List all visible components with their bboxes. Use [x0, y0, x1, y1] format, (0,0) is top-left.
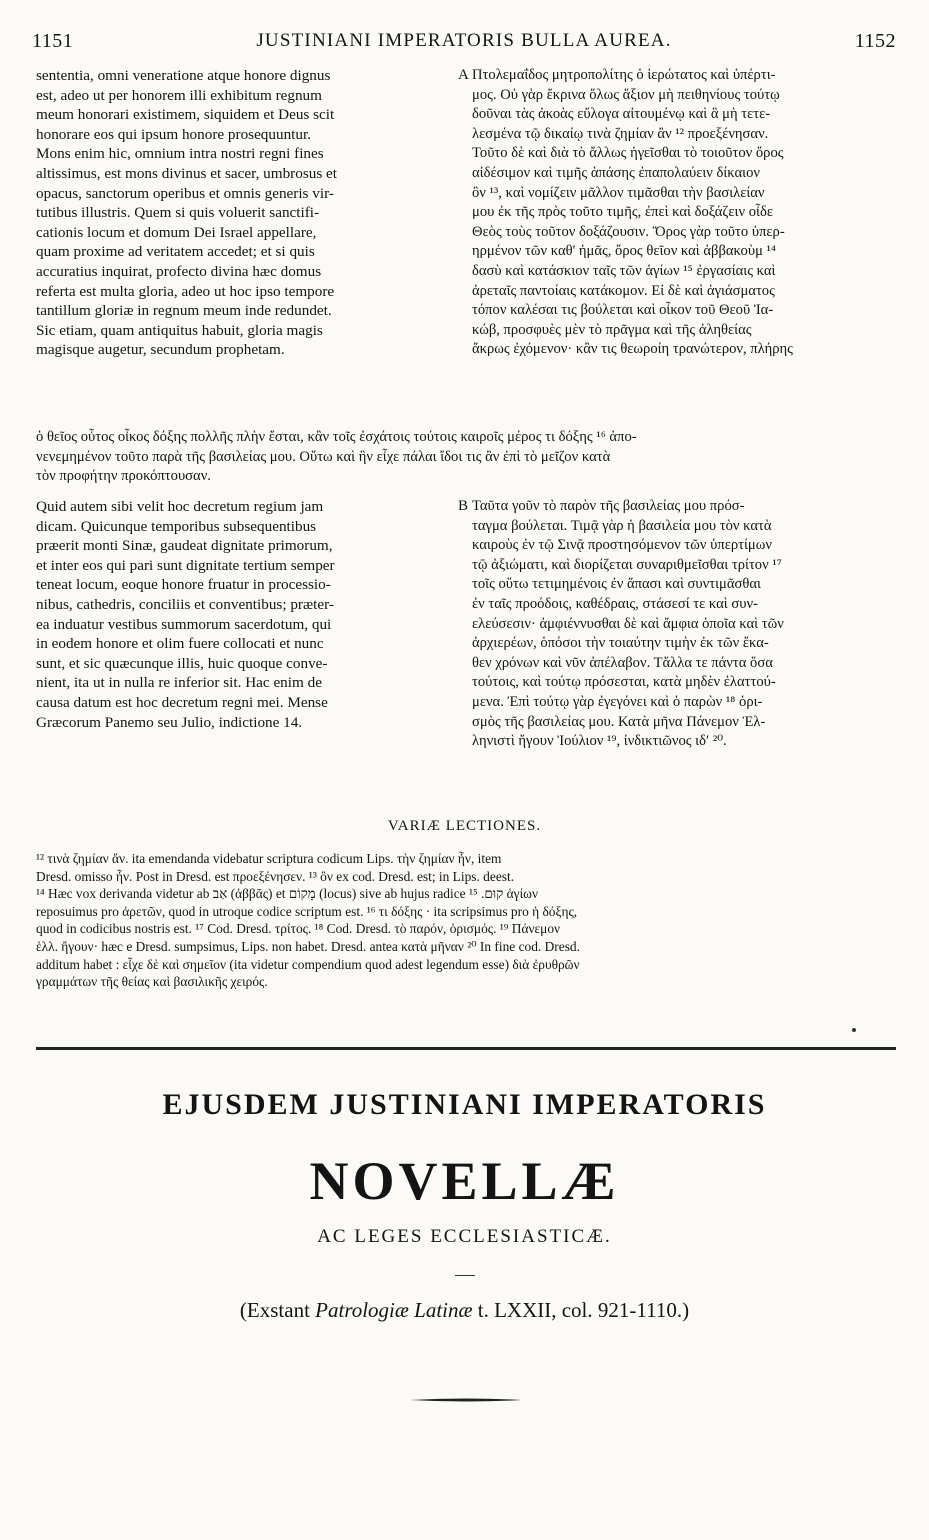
greek-column-b: [472, 497, 896, 752]
latin-line: cationis locum et domum Dei Israel appellare,: [36, 223, 317, 241]
latin-line: magisque augetur, secundum prophetam.: [36, 341, 285, 359]
greek-line: μου ἐκ τῆς πρὸς τοῦτο τιμῆς, ἐπεὶ καὶ δοξάζειν οἶδε: [472, 204, 773, 221]
section-marker-a: A: [458, 67, 469, 83]
greek-line: Τοῦτο δὲ καὶ διὰ τὸ ἄλλως ἡγεῖσθαι τὸ τοιοῦτον ὄρος: [472, 145, 784, 162]
latin-line: honorare eos qui ipsum honore prosequuntur.: [36, 125, 312, 143]
greek-line: μενα. Ἐπὶ τούτῳ γὰρ ἐγεγόνει καὶ ὁ παρὼν ¹⁸ ὁρι-: [472, 693, 763, 710]
source-citation: [0, 1298, 929, 1323]
latin-line: accuratius inquirat, profecto divina hæc domus: [36, 262, 322, 280]
latin-line: et inter eos qui pari sunt dignitate tertium semper: [36, 556, 335, 574]
stray-mark: [852, 1028, 856, 1032]
greek-line: δοῦναι τὰς ἀκοὰς εὔλογα αἰτουμένῳ καὶ ἃ μὴ τετε-: [472, 106, 771, 123]
latin-line: sunt, et sic quæcunque illis, huic quoque conve-: [36, 654, 328, 672]
greek-line: ταγμα βούλεται. Τιμᾷ γὰρ ἡ βασιλεία μου τὸν κατὰ: [472, 517, 772, 534]
greek-line: σμὸς τῆς βασιλείας μου. Κατὰ μῆνα Πάνεμον Ἑλ-: [472, 713, 766, 730]
greek-line: καιροὺς ἐν τῷ Σινᾷ προστησόμενον τῶν ὑπερτίμων: [472, 537, 772, 554]
citation-italic: Patrologiæ Latinæ: [315, 1298, 473, 1322]
latin-line: ea induatur vestibus summorum sacerdotum, qui: [36, 615, 332, 633]
citation-prefix: (Exstant: [239, 1298, 316, 1322]
note-line: ¹⁴ Hæc vox derivanda videtur ab אַב (ἀββᾶς) et מָקוֹם (locus) sive ab hujus radice קוּם. ¹⁵ ἁγίων: [36, 886, 539, 902]
section-subtitle: AC LEGES ECCLESIASTICÆ.: [317, 1226, 612, 1247]
variae-lectiones-title: VARIÆ LECTIONES.: [387, 818, 542, 834]
section-heading: EJUSDEM JUSTINIANI IMPERATORIS: [162, 1088, 767, 1121]
running-title: JUSTINIANI IMPERATORIS BULLA AUREA.: [256, 30, 672, 51]
end-ornament: [410, 1390, 522, 1394]
latin-line: nibus, cathedris, conciliis et conventibus; præter-: [36, 595, 334, 613]
section-main-title: NOVELLÆ: [309, 1151, 620, 1211]
section-marker-b: B: [458, 498, 469, 514]
greek-line: αἰδέσιμον καὶ τιμῆς ἁπάσης ἐπαπολαύειν δίκαιον: [472, 164, 760, 181]
greek-line: τόπον καλέσαι τις βούλεται καὶ οἶκον τοῦ Θεοῦ Ἰα-: [472, 302, 774, 319]
variae-lectiones-notes: [36, 850, 896, 991]
greek-line: τούτοις, καὶ τούτῳ πρόσεσται, κατὰ μηδὲν ἐλαττού-: [472, 674, 776, 691]
latin-line: causa datum est hoc decretum regni mei. Mense: [36, 693, 328, 711]
note-line: reposuimus pro ἀρετῶν, quod in utroque codice scriptum est. ¹⁶ τι δόξης · ita scripsimus pro ἡ δόξης,: [36, 903, 578, 919]
latin-line: Sic etiam, quam antiquitus habuit, gloria magis: [36, 321, 323, 339]
latin-line: tantillum gloriæ in regnum meum inde redundet.: [36, 302, 332, 320]
greek-line: ὂν ¹³, καὶ νομίζειν μᾶλλον τιμᾶσθαι τὴν βασιλείαν: [472, 184, 765, 201]
latin-column-b: [36, 497, 454, 732]
short-divider: [455, 1275, 475, 1276]
greek-line: τοῖς οὕτω τετιμημένοις ἐν ἅπασι καὶ συντιμᾶσθαι: [472, 576, 761, 593]
latin-line: meum honorari existimem, siquidem et Deus scit: [36, 106, 335, 124]
note-line: ¹² τινὰ ζημίαν ἄν. ita emendanda videbatur scriptura codicum Lips. τὴν ζημίαν ἦν, item: [36, 851, 502, 866]
greek-full-width-paragraph: [36, 428, 896, 487]
latin-line: opacus, sanctorum operibus et omnis generis vir-: [36, 184, 334, 202]
greek-line: τὸν προφήτην προκόπτουσαν.: [36, 468, 211, 485]
latin-column-a: [36, 66, 454, 360]
note-line: Dresd. omisso ἦν. Post in Dresd. est προεξένησεν. ¹³ ὂν ex cod. Dresd. est; in Lips. deest.: [36, 868, 515, 884]
note-line: additum habet : εἶχε δὲ καὶ σημεῖον (ita videtur compendium quod adest legendum esse) διὰ ἐρυθρῶν: [36, 956, 580, 972]
greek-line: ἀρχιερέων, ὁπόσοι τὴν τοιαύτην τιμὴν ἐκ τῶν ἔκα-: [472, 635, 769, 652]
latin-line: dicam. Quicunque temporibus subsequentibus: [36, 517, 317, 535]
latin-line: in eodem honore et olim fuere collocati et nunc: [36, 635, 324, 653]
greek-line: τῷ ἀξιώματι, καὶ διορίζεται συναριθμεῖσθαι τρίτον ¹⁷: [472, 556, 782, 573]
page-number-right: 1152: [854, 30, 896, 52]
section-separator-rule: [36, 1047, 896, 1051]
greek-line: νενεμημένον τοῦτο παρὰ τῆς βασιλείας μου. Οὕτω καὶ ἣν εἶχε πάλαι ἴδοι τις ἂν ἐπὶ τὸ μεῖζον κατὰ: [36, 448, 611, 465]
latin-line: referta est multa gloria, adeo ut hoc ipso tempore: [36, 282, 335, 300]
end-ornament-line: [410, 1397, 522, 1403]
greek-line: ληνιστὶ ἤγουν Ἰούλιον ¹⁹, ἰνδικτιῶνος ιδʹ ²⁰.: [472, 733, 727, 750]
citation-suffix: t. LXXII, col. 921-1110.): [472, 1298, 690, 1322]
latin-line: Græcorum Panemo seu Julio, indictione 14.: [36, 713, 303, 731]
greek-line: δασὺ καὶ κατάσκιον ταῖς τῶν ἁγίων ¹⁵ ἐργασίαις καὶ: [472, 262, 776, 279]
greek-line: ἀρεταῖς παντοίαις κατάκομον. Εἰ δὲ καὶ ἁγιάσματος: [472, 282, 775, 299]
greek-line: Πτολεμαΐδος μητροπολίτης ὁ ἱερώτατος καὶ ὑπέρτι-: [472, 67, 776, 83]
page-number-left: 1151: [32, 30, 74, 52]
latin-line: tutibus illustris. Quem si quis voluerit sanctifi-: [36, 204, 320, 222]
latin-line: Mons enim hic, omnium intra nostri regni fines: [36, 145, 324, 163]
latin-line: nient, ita ut in nulla re inferior sit. Hac enim de: [36, 674, 322, 692]
greek-line: ελεύσεσιν· ἀμφιέννυσθαι δὲ καὶ ἄμφια ὁποῖα καὶ τῶν: [472, 615, 784, 632]
separator-thick-line: [36, 1047, 896, 1050]
latin-line: quam proxime ad veritatem accedet; et si quis: [36, 243, 315, 261]
greek-column-a: [472, 66, 896, 360]
latin-line: Quid autem sibi velit hoc decretum regium jam: [36, 498, 324, 515]
latin-line: est, adeo ut per honorem illi exhibitum regnum: [36, 86, 322, 104]
greek-line: ηρμένον τῶν καθ' ἡμᾶς, ὄρος θεῖον καὶ ἀββακοὺμ ¹⁴: [472, 243, 777, 260]
greek-line: κώβ, προσφυὲς μὲν τὸ πρᾶγμα καὶ τῆς ἀληθείας: [472, 321, 752, 338]
note-line: quod in codicibus nostris est. ¹⁷ Cod. Dresd. τρίτος. ¹⁸ Cod. Dresd. τὸ παρόν, ὁρισμός. ¹⁹ Πάνεμον: [36, 921, 561, 937]
greek-line: ἐν ταῖς προόδοις, καθέδραις, στάσεσί τε καὶ συν-: [472, 595, 758, 612]
note-line: γραμμάτων τῆς θείας καὶ βασιλικῆς χειρός.: [36, 974, 268, 990]
greek-line: ὁ θεῖος οὗτος οἶκος δόξης πολλῆς πλὴν ἔσται, κἂν τοῖς ἐσχάτοις τούτοις καιροῖς μέρος τι δόξης ¹⁶ ἀπο-: [36, 429, 637, 445]
latin-line: teneat locum, eoque honore fruatur in processio-: [36, 576, 331, 594]
note-line: ἑλλ. ἤγουν· hæc e Dresd. sumpsimus, Lips. non habet. Dresd. antea κατὰ μῆναν ²⁰ In fine cod. Dresd.: [36, 938, 580, 954]
greek-line: ἄκρως ἐχόμενον· κἂν τις θεωροίη τρανώτερον, πλήρης: [472, 341, 793, 358]
greek-line: μος. Οὐ γὰρ ἔκρινα ὅλως ἄξιον μὴ πειθηνίους τούτῳ: [472, 86, 780, 103]
latin-line: altissimus, est mons divinus et sacer, umbrosus et: [36, 164, 338, 182]
greek-line: θεν χρόνων καὶ νῦν ἀπέλαβον. Τἄλλα τε πάντα ὅσα: [472, 654, 773, 671]
latin-line: præerit monti Sinæ, gaudeat dignitate primorum,: [36, 537, 333, 555]
latin-line: sententia, omni veneratione atque honore dignus: [36, 67, 331, 84]
greek-line: Θεὸς τοὺς τοῦτον δοξάζουσιν. Ὄρος γὰρ τοῦτο ὑπερ-: [472, 223, 785, 240]
greek-line: Ταῦτα γοῦν τὸ παρὸν τῆς βασιλείας μου πρόσ-: [472, 498, 745, 514]
greek-line: λεσμένα τῷ δικαίῳ τινὰ ζημίαν ἂν ¹² προεξένησαν.: [472, 125, 769, 142]
running-header: [32, 30, 896, 58]
